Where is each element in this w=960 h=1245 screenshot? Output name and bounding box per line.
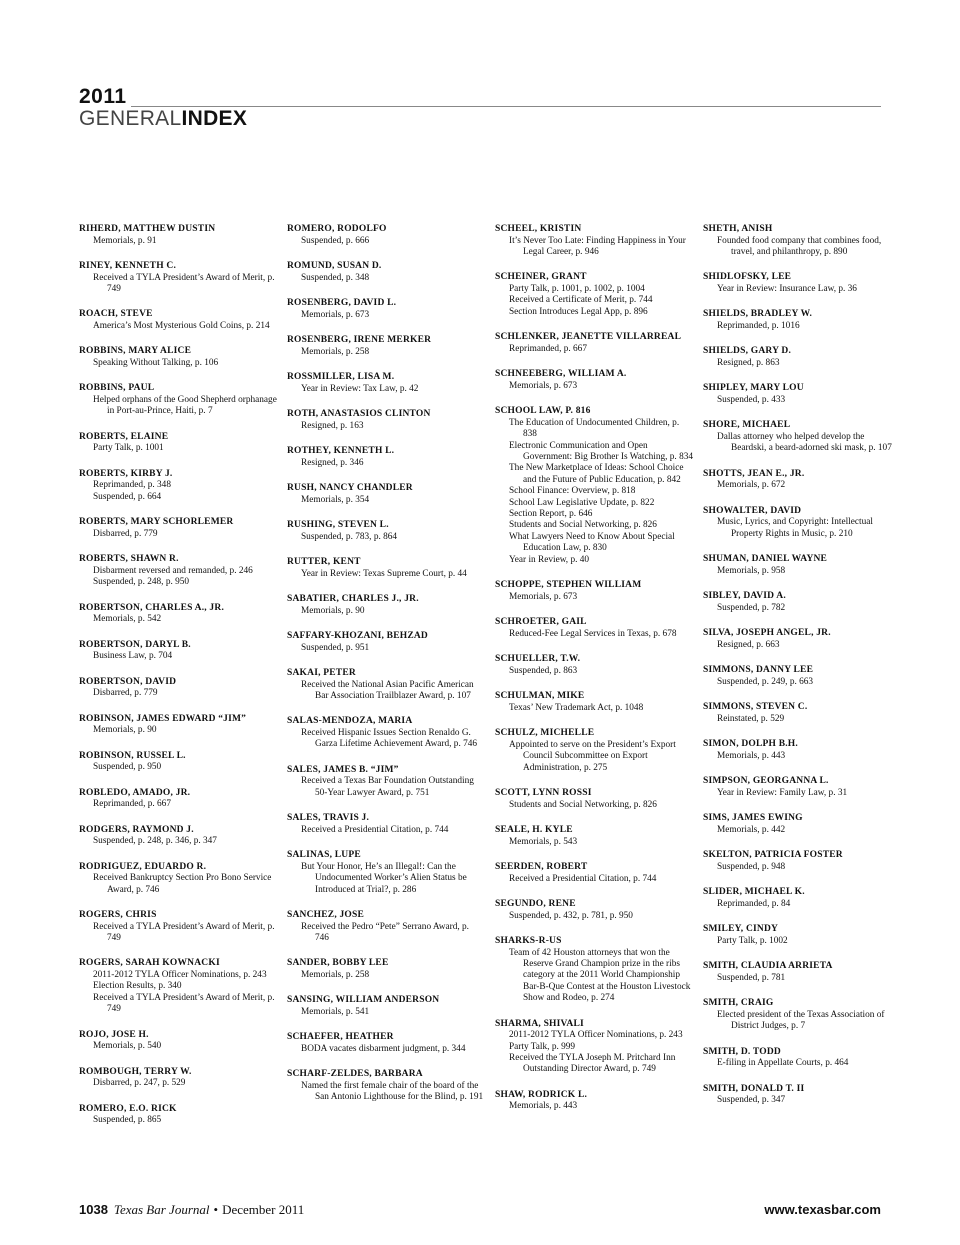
index-entry: [79, 554, 277, 588]
entry-reference: School Finance: Overview, p. 818: [509, 486, 636, 497]
entry-name: SCHUELLER, T.W.: [495, 654, 581, 665]
entry-name: SALINAS, LUPE: [287, 850, 361, 861]
entry-name: SHOTTS, JEAN E., JR.: [703, 468, 805, 479]
entry-name: SCHOOL LAW, P. 816: [495, 406, 591, 417]
index-title-index: INDEX: [181, 107, 248, 130]
entry-reference: Memorials, p. 542: [93, 614, 162, 625]
index-entry: [79, 603, 277, 626]
entry-name: SCHEINER, GRANT: [495, 272, 587, 283]
entry-reference: Suspended, p. 783, p. 864: [301, 531, 398, 542]
footer-separator: •: [213, 1202, 219, 1217]
entry-name: SANCHEZ, JOSE: [287, 910, 365, 921]
index-entry: [287, 995, 485, 1018]
entry-name: ROBERTSON, CHARLES A., JR.: [79, 602, 225, 613]
entry-name: SCHAEFER, HEATHER: [287, 1032, 394, 1043]
index-entry: [495, 617, 693, 640]
index-entry: [287, 594, 485, 617]
index-entry: [79, 1067, 277, 1090]
index-entry: [79, 432, 277, 455]
entry-reference: Year in Review: Family Law, p. 31: [717, 787, 848, 798]
index-entry: [79, 309, 277, 332]
entry-name: SCHARF-ZELDES, BARBARA: [287, 1069, 423, 1080]
entry-reference: Suspended, p. 348: [301, 272, 370, 283]
entry-name: RUSH, NANCY CHANDLER: [287, 483, 413, 493]
index-entry: [703, 1047, 901, 1070]
entry-name: SCHOPPE, STEPHEN WILLIAM: [495, 580, 642, 591]
index-entry: [495, 862, 693, 885]
entry-reference: Suspended, p. 951: [301, 642, 370, 653]
entry-name: ROACH, STEVE: [79, 309, 153, 320]
index-entry: [495, 272, 693, 318]
index-entry: [79, 958, 277, 1015]
entry-name: ROBINSON, JAMES EDWARD “JIM”: [79, 713, 247, 724]
entry-name: SAFFARY-KHOZANI, BEHZAD: [287, 631, 428, 641]
entry-name: ROTHEY, KENNETH L.: [287, 446, 395, 456]
entry-reference: Resigned, p. 163: [301, 420, 364, 431]
entry-name: ROGERS, CHRIS: [79, 910, 157, 921]
entry-reference: Reprimanded, p. 667: [509, 343, 587, 354]
entry-reference: Memorials, p. 91: [93, 235, 157, 246]
index-entry: [703, 813, 901, 836]
entry-name: RODRIGUEZ, EDUARDO R.: [79, 861, 207, 872]
index-entry: [703, 272, 901, 295]
index-entry: [287, 1032, 485, 1055]
index-entry: [703, 383, 901, 406]
index-entry: [287, 261, 485, 284]
index-entry: [287, 483, 485, 506]
index-entry: [287, 910, 485, 944]
index-entry: [703, 887, 901, 910]
entry-name: SIMPSON, GEORGANNA L.: [703, 776, 829, 787]
entry-name: SHOWALTER, DAVID: [703, 505, 802, 516]
entry-reference: Disbarment reversed and remanded, p. 246: [93, 565, 253, 576]
entry-name: SCHULMAN, MIKE: [495, 691, 585, 702]
entry-name: SANDER, BOBBY LEE: [287, 958, 389, 969]
entry-reference: Received a TYLA President’s Award of Merit, p. 749: [93, 921, 275, 944]
entry-name: RUTTER, KENT: [287, 557, 361, 567]
entry-name: SHIPLEY, MARY LOU: [703, 383, 804, 394]
entry-reference: Suspended, p. 948: [717, 861, 786, 872]
entry-reference: Memorials, p. 543: [509, 836, 578, 847]
index-entry: [703, 924, 901, 947]
entry-reference: Memorials, p. 673: [509, 591, 578, 602]
entry-reference: But Your Honor, He’s an Illegal!: Can the Undocumented Worker’s Alien Status be Introduced at Trial?, p. 286: [301, 861, 467, 895]
entry-name: SMILEY, CINDY: [703, 924, 779, 935]
index-year: 2011: [79, 85, 127, 108]
entry-reference: Suspended, p. 781: [717, 972, 786, 983]
entry-reference: Party Talk, p. 1002: [717, 935, 788, 946]
entry-name: SIMMONS, STEVEN C.: [703, 702, 808, 713]
entry-reference: Received a Texas Bar Foundation Outstanding 50-Year Lawyer Award, p. 751: [301, 776, 474, 798]
entry-name: SHETH, ANISH: [703, 224, 773, 234]
entry-name: SCHROETER, GAIL: [495, 617, 587, 628]
entry-name: ROJO, JOSE H.: [79, 1029, 149, 1040]
index-entry: [703, 628, 901, 651]
entry-reference: 2011-2012 TYLA Officer Nominations, p. 243: [509, 1030, 683, 1041]
entry-reference: Memorials, p. 443: [509, 1101, 578, 1112]
index-entry: [495, 406, 693, 566]
entry-name: ROSSMILLER, LISA M.: [287, 372, 395, 382]
entry-reference: Reprimanded, p. 667: [93, 799, 171, 810]
entry-reference: Party Talk, p. 999: [509, 1041, 576, 1052]
entry-name: SCHEEL, KRISTIN: [495, 224, 582, 234]
index-entry: [287, 813, 485, 836]
index-entry: [287, 298, 485, 321]
index-entry: [495, 654, 693, 677]
index-entry: [703, 309, 901, 332]
entry-reference: Year in Review: Insurance Law, p. 36: [717, 284, 857, 294]
entry-reference: Received the TYLA Joseph M. Pritchard Inn Outstanding Director Award, p. 749: [509, 1052, 676, 1075]
index-entry: [287, 1069, 485, 1103]
entry-name: SMITH, CLAUDIA ARRIETA: [703, 961, 833, 972]
entry-name: SEALE, H. KYLE: [495, 824, 573, 835]
index-entry: [495, 825, 693, 848]
entry-reference: Founded food company that combines food, travel, and philanthropy, p. 890: [717, 235, 882, 257]
entry-reference: Resigned, p. 346: [301, 457, 364, 468]
index-entry: [703, 469, 901, 492]
index-entry: [703, 554, 901, 577]
entry-name: RINEY, KENNETH C.: [79, 261, 177, 271]
entry-reference: Resigned, p. 663: [717, 639, 780, 650]
entry-reference: Memorials, p. 540: [93, 1041, 162, 1052]
index-entry: [495, 369, 693, 392]
entry-reference: Memorials, p. 258: [301, 970, 370, 981]
entry-reference: Reprimanded, p. 84: [717, 898, 791, 909]
entry-name: ROBERTS, ELAINE: [79, 431, 169, 442]
index-entry: [495, 899, 693, 922]
entry-reference: The Education of Undocumented Children, p. 838: [509, 417, 680, 440]
entry-name: SEGUNDO, RENE: [495, 898, 576, 909]
entry-reference: Dallas attorney who helped develop the Beardski, a beard-adorned ski mask, p. 107: [717, 432, 892, 454]
entry-reference: Memorials, p. 90: [301, 605, 365, 616]
index-entry: [703, 850, 901, 873]
entry-reference: Election Results, p. 340: [93, 981, 182, 992]
entry-reference: Reduced-Fee Legal Services in Texas, p. 678: [509, 628, 677, 639]
index-entry: [703, 591, 901, 614]
entry-reference: Received the National Asian Pacific American Bar Association Trailblazer Award, p. 107: [301, 679, 474, 701]
entry-reference: School Law Legislative Update, p. 822: [509, 497, 655, 508]
entry-reference: Music, Lyrics, and Copyright: Intellectual Property Rights in Music, p. 210: [717, 517, 873, 539]
index-entry: [287, 716, 485, 750]
entry-name: ROBINSON, RUSSEL L.: [79, 750, 186, 761]
entry-name: SKELTON, PATRICIA FOSTER: [703, 850, 843, 861]
index-entry: [495, 936, 693, 1005]
index-entry: [287, 520, 485, 543]
page-footer: [79, 1202, 881, 1222]
entry-name: SIBLEY, DAVID A.: [703, 591, 786, 602]
entry-reference: Suspended, p. 248, p. 346, p. 347: [93, 836, 217, 847]
index-entry: [703, 346, 901, 369]
entry-reference: Students and Social Networking, p. 826: [509, 520, 657, 531]
entry-name: SIMS, JAMES EWING: [703, 813, 803, 824]
entry-name: SIMMONS, DANNY LEE: [703, 665, 814, 676]
entry-name: SHUMAN, DANIEL WAYNE: [703, 554, 828, 565]
entry-name: SHARKS-R-US: [495, 935, 562, 946]
index-entry: [287, 446, 485, 469]
entry-reference: America’s Most Mysterious Gold Coins, p. 214: [93, 321, 270, 331]
index-entry: [703, 420, 901, 454]
entry-reference: Suspended, p. 664: [93, 491, 162, 502]
entry-name: SIMON, DOLPH B.H.: [703, 739, 798, 750]
entry-reference: Section Introduces Legal App, p. 896: [509, 306, 648, 317]
entry-reference: Suspended, p. 666: [301, 235, 370, 246]
entry-name: SHIELDS, BRADLEY W.: [703, 309, 813, 320]
entry-name: ROBERTS, KIRBY J.: [79, 468, 173, 479]
index-entry: [79, 261, 277, 295]
entry-name: SABATIER, CHARLES J., JR.: [287, 594, 419, 604]
index-entry: [495, 1090, 693, 1113]
index-entry: [79, 469, 277, 503]
entry-reference: Disbarred, p. 779: [93, 528, 158, 539]
index-entry: [287, 765, 485, 799]
index-entry: [703, 998, 901, 1032]
entry-reference: What Lawyers Need to Know About Special Education Law, p. 830: [509, 531, 675, 554]
entry-reference: Reprimanded, p. 348: [93, 480, 171, 491]
entry-reference: Suspended, p. 433: [717, 395, 786, 405]
index-entry: [79, 788, 277, 811]
index-column-2: [287, 224, 485, 1118]
index-entry: [703, 665, 901, 688]
entry-reference: Suspended, p. 248, p. 950: [93, 577, 190, 588]
entry-reference: Received a Presidential Citation, p. 744: [301, 824, 449, 835]
index-entry: [79, 825, 277, 848]
index-entry: [287, 224, 485, 247]
entry-reference: Speaking Without Talking, p. 106: [93, 358, 219, 368]
entry-name: SHAW, RODRICK L.: [495, 1089, 588, 1100]
entry-name: ROBERTSON, DAVID: [79, 676, 177, 687]
entry-name: ROMUND, SUSAN D.: [287, 261, 382, 271]
entry-reference: Texas’ New Trademark Act, p. 1048: [509, 702, 644, 713]
entry-name: ROSENBERG, IRENE MERKER: [287, 335, 432, 345]
entry-name: ROBERTSON, DARYL B.: [79, 639, 191, 650]
entry-name: ROSENBERG, DAVID L.: [287, 298, 397, 308]
index-entry: [79, 910, 277, 944]
entry-name: ROBBINS, PAUL: [79, 383, 155, 394]
entry-reference: Suspended, p. 863: [509, 665, 578, 676]
index-entry: [287, 372, 485, 395]
entry-reference: Party Talk, p. 1001: [93, 443, 164, 454]
index-entry: [287, 958, 485, 981]
index-entry: [79, 640, 277, 663]
index-title-general: GENERAL: [79, 107, 182, 130]
entry-reference: Memorials, p. 90: [93, 725, 157, 736]
index-entry: [79, 224, 277, 247]
entry-reference: It’s Never Too Late: Finding Happiness in Your Legal Career, p. 946: [509, 235, 686, 257]
entry-reference: Elected president of the Texas Association of District Judges, p. 7: [717, 1009, 885, 1032]
entry-reference: Received a Presidential Citation, p. 744: [509, 873, 657, 884]
entry-name: SMITH, D. TODD: [703, 1046, 781, 1057]
entry-reference: Helped orphans of the Good Shepherd orphanage in Port-au-Prince, Haiti, p. 7: [93, 395, 277, 417]
entry-reference: Memorials, p. 443: [717, 750, 786, 761]
index-column-1: [79, 224, 277, 1141]
entry-name: SCHULZ, MICHELLE: [495, 728, 595, 739]
entry-name: SHORE, MICHAEL: [703, 420, 791, 431]
index-entry: [79, 1030, 277, 1053]
entry-name: RIHERD, MATTHEW DUSTIN: [79, 224, 216, 234]
index-title: [79, 108, 881, 130]
entry-name: ROMERO, E.O. RICK: [79, 1103, 177, 1114]
index-entry: [495, 332, 693, 355]
entry-reference: Students and Social Networking, p. 826: [509, 799, 657, 810]
entry-name: SCHNEEBERG, WILLIAM A.: [495, 369, 627, 380]
entry-reference: Suspended, p. 950: [93, 762, 162, 773]
entry-name: SMITH, DONALD T. II: [703, 1083, 805, 1094]
entry-reference: Memorials, p. 673: [301, 309, 370, 320]
index-entry: [79, 862, 277, 896]
index-entry: [703, 506, 901, 540]
index-entry: [703, 961, 901, 984]
index-entry: [79, 714, 277, 737]
entry-name: ROGERS, SARAH KOWNACKI: [79, 958, 220, 969]
index-entry: [495, 691, 693, 714]
entry-name: SEERDEN, ROBERT: [495, 861, 588, 872]
entry-reference: Team of 42 Houston attorneys that won the Reserve Grand Champion prize in the ribs category at the 2011 World Championship Bar-B-Que Contest at the Houston Livestock Show and Rodeo, p. 274: [509, 947, 691, 1004]
entry-name: SILVA, JOSEPH ANGEL, JR.: [703, 628, 831, 639]
entry-reference: Appointed to serve on the President’s Export Council Subcommittee on Export Administration, p. 275: [509, 739, 676, 773]
index-entry: [79, 517, 277, 540]
publication-name: Texas Bar Journal: [113, 1202, 210, 1217]
index-entry: [703, 702, 901, 725]
entry-reference: 2011-2012 TYLA Officer Nominations, p. 243: [93, 970, 267, 981]
entry-reference: Suspended, p. 432, p. 781, p. 950: [509, 910, 633, 921]
entry-reference: Party Talk, p. 1001, p. 1002, p. 1004: [509, 284, 645, 294]
entry-name: ROBERTS, SHAWN R.: [79, 554, 179, 565]
entry-name: SAKAI, PETER: [287, 668, 356, 678]
entry-reference: Reprimanded, p. 1016: [717, 321, 800, 331]
entry-name: SHIDLOFSKY, LEE: [703, 272, 792, 283]
entry-reference: Resigned, p. 863: [717, 358, 780, 368]
entry-reference: Received Bankruptcy Section Pro Bono Service Award, p. 746: [93, 873, 272, 895]
website-link[interactable]: www.texasbar.com: [764, 1202, 881, 1217]
entry-reference: Electronic Communication and Open Government: Big Brother Is Watching, p. 834: [509, 440, 694, 463]
entry-name: SCOTT, LYNN ROSSI: [495, 787, 592, 798]
entry-name: RODGERS, RAYMOND J.: [79, 824, 194, 835]
entry-reference: Suspended, p. 865: [93, 1115, 162, 1126]
index-entry: [79, 346, 277, 369]
entry-reference: Received a TYLA President’s Award of Merit, p. 749: [93, 272, 275, 294]
entry-reference: Year in Review: Texas Supreme Court, p. 44: [301, 568, 467, 579]
entry-reference: Memorials, p. 672: [717, 480, 786, 491]
entry-reference: Named the first female chair of the board of the San Antonio Lighthouse for the Blind, p. 191: [301, 1081, 484, 1103]
entry-name: SALAS-MENDOZA, MARIA: [287, 716, 413, 727]
entry-reference: Year in Review: Tax Law, p. 42: [301, 383, 419, 394]
entry-reference: Reinstated, p. 529: [717, 713, 785, 724]
entry-reference: Received a Certificate of Merit, p. 744: [509, 295, 653, 306]
index-entry: [495, 224, 693, 258]
entry-reference: Disbarred, p. 247, p. 529: [93, 1078, 186, 1089]
index-entry: [287, 335, 485, 358]
entry-reference: E-filing in Appellate Courts, p. 464: [717, 1058, 849, 1069]
index-column-3: [495, 224, 693, 1127]
entry-reference: Business Law, p. 704: [93, 651, 173, 662]
index-entry: [287, 668, 485, 702]
entry-reference: Memorials, p. 958: [717, 565, 786, 576]
entry-name: SALES, TRAVIS J.: [287, 813, 370, 824]
entry-reference: Memorials, p. 541: [301, 1007, 370, 1018]
entry-name: SCHLENKER, JEANETTE VILLARREAL: [495, 332, 682, 343]
entry-reference: Memorials, p. 442: [717, 824, 786, 835]
entry-name: ROTH, ANASTASIOS CLINTON: [287, 409, 431, 419]
issue-date: December 2011: [222, 1202, 305, 1217]
entry-reference: Suspended, p. 782: [717, 602, 786, 613]
entry-reference: Memorials, p. 258: [301, 346, 370, 357]
entry-name: ROMBOUGH, TERRY W.: [79, 1066, 192, 1077]
index-entry: [495, 788, 693, 811]
entry-reference: BODA vacates disbarment judgment, p. 344: [301, 1044, 466, 1055]
index-entry: [287, 557, 485, 580]
entry-reference: Section Report, p. 646: [509, 509, 593, 520]
entry-name: ROBBINS, MARY ALICE: [79, 346, 192, 357]
entry-reference: Received Hispanic Issues Section Renaldo G. Garza Lifetime Achievement Award, p. 746: [301, 728, 478, 750]
index-entry: [495, 1019, 693, 1076]
index-entry: [495, 580, 693, 603]
index-entry: [287, 409, 485, 432]
entry-reference: Received the Pedro “Pete” Serrano Award, p. 746: [301, 921, 469, 944]
index-entry: [287, 850, 485, 896]
entry-name: SLIDER, MICHAEL K.: [703, 887, 805, 898]
entry-reference: Suspended, p. 347: [717, 1095, 786, 1106]
index-entry: [703, 776, 901, 799]
index-header: [79, 86, 881, 130]
entry-reference: Memorials, p. 354: [301, 494, 370, 505]
entry-name: SMITH, CRAIG: [703, 998, 774, 1009]
entry-reference: Suspended, p. 249, p. 663: [717, 676, 814, 687]
page-number: 1038: [79, 1202, 108, 1217]
index-entry: [703, 1084, 901, 1107]
entry-name: SANSING, WILLIAM ANDERSON: [287, 995, 440, 1006]
entry-reference: Received a TYLA President’s Award of Merit, p. 749: [93, 992, 275, 1015]
entry-reference: The New Marketplace of Ideas: School Choice and the Future of Public Education, p. 842: [509, 463, 684, 485]
entry-name: SALES, JAMES B. “JIM”: [287, 764, 399, 775]
entry-name: SHIELDS, GARY D.: [703, 346, 792, 357]
index-entry: [79, 677, 277, 700]
index-entry: [79, 383, 277, 417]
entry-reference: Year in Review, p. 40: [509, 554, 590, 565]
header-rule: [131, 106, 881, 107]
entry-name: ROBLEDO, AMADO, JR.: [79, 787, 191, 798]
index-entry: [79, 751, 277, 774]
index-entry: [79, 1104, 277, 1127]
entry-name: ROBERTS, MARY SCHORLEMER: [79, 517, 234, 528]
entry-reference: Disbarred, p. 779: [93, 688, 158, 699]
entry-reference: Memorials, p. 673: [509, 380, 578, 391]
index-column-4: [703, 224, 901, 1121]
entry-name: RUSHING, STEVEN L.: [287, 520, 389, 530]
index-entry: [287, 631, 485, 654]
entry-name: SHARMA, SHIVALI: [495, 1018, 584, 1029]
entry-name: ROMERO, RODOLFO: [287, 224, 387, 234]
index-entry: [703, 739, 901, 762]
index-entry: [495, 728, 693, 774]
index-entry: [703, 224, 901, 258]
